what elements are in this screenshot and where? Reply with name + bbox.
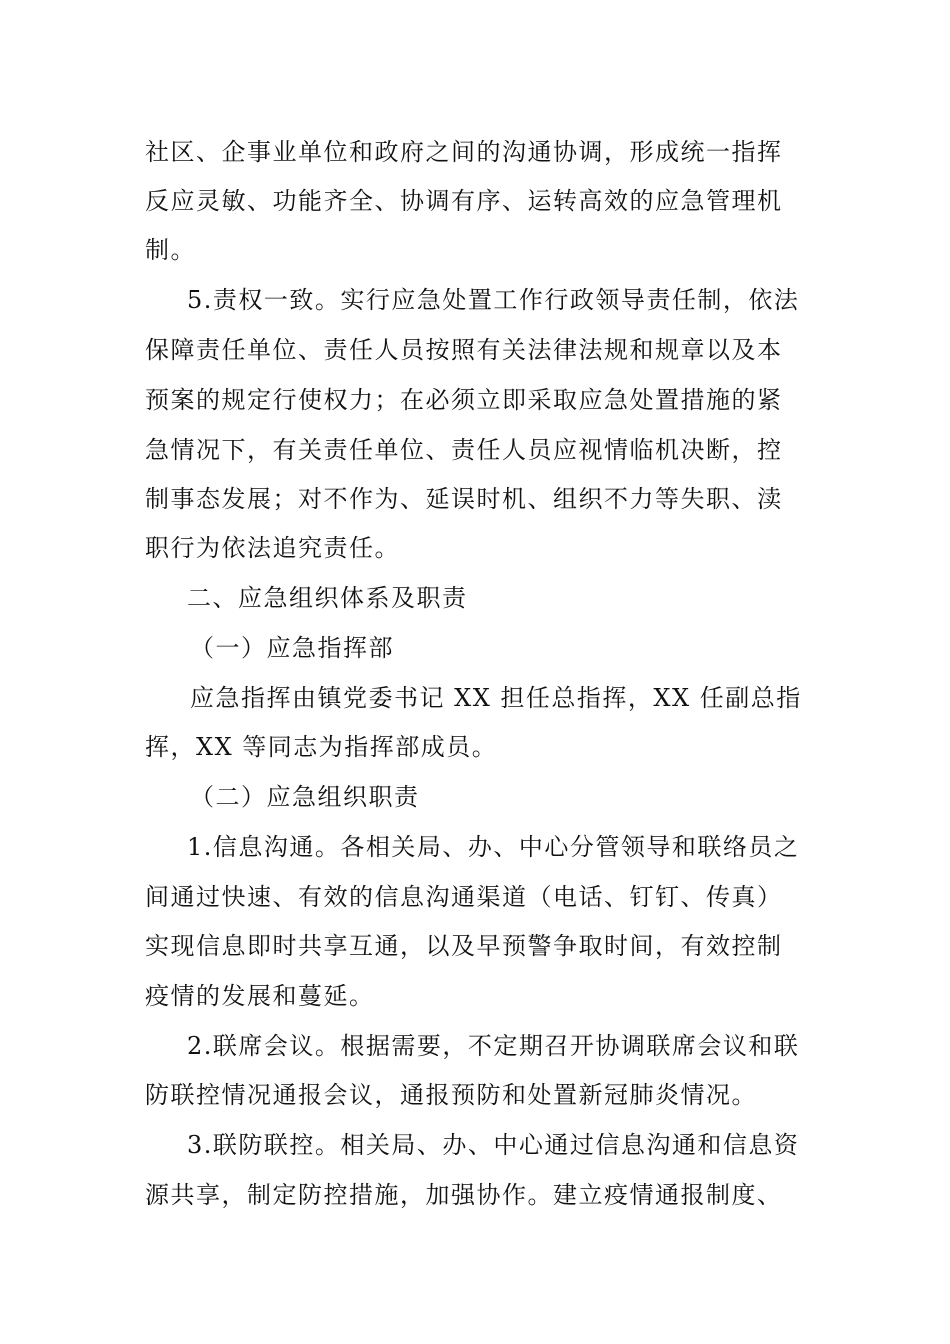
text-line: 5.责权一致。实行应急处置工作行政领导责任制，依法 bbox=[187, 286, 800, 314]
text-line: 2.联席会议。根据需要，不定期召开协调联席会议和联 bbox=[187, 1032, 800, 1060]
text-line: 保障责任单位、责任人员按照有关法律法规和规章以及本 bbox=[145, 336, 783, 364]
text-line: 反应灵敏、功能齐全、协调有序、运转高效的应急管理机 bbox=[145, 187, 783, 215]
subsection-heading: （一）应急指挥部 bbox=[190, 634, 394, 662]
text-line: 实现信息即时共享互通，以及早预警争取时间，有效控制 bbox=[145, 932, 783, 960]
text-line: 1.信息沟通。各相关局、办、中心分管领导和联络员之 bbox=[187, 833, 800, 861]
text-line: 预案的规定行使权力；在必须立即采取应急处置措施的紧 bbox=[145, 386, 783, 414]
text-line: 间通过快速、有效的信息沟通渠道（电话、钉钉、传真） bbox=[145, 883, 783, 911]
text-line: 应急指挥由镇党委书记 XX 担任总指挥，XX 任副总指 bbox=[190, 684, 802, 712]
text-line: 疫情的发展和蔓延。 bbox=[145, 982, 375, 1010]
text-line: 急情况下，有关责任单位、责任人员应视情临机决断，控 bbox=[145, 436, 783, 464]
text-line: 3.联防联控。相关局、办、中心通过信息沟通和信息资 bbox=[187, 1131, 800, 1159]
text-line: 防联控情况通报会议，通报预防和处置新冠肺炎情况。 bbox=[145, 1081, 757, 1109]
text-line: 职行为依法追究责任。 bbox=[145, 534, 400, 562]
text-line: 社区、企事业单位和政府之间的沟通协调，形成统一指挥 bbox=[145, 138, 783, 166]
text-line: 挥，XX 等同志为指挥部成员。 bbox=[145, 733, 498, 761]
text-line: 制。 bbox=[145, 236, 196, 264]
text-line: 制事态发展；对不作为、延误时机、组织不力等失职、渎 bbox=[145, 485, 783, 513]
subsection-heading: （二）应急组织职责 bbox=[190, 783, 420, 811]
text-line: 源共享，制定防控措施，加强协作。建立疫情通报制度、 bbox=[145, 1181, 783, 1209]
section-heading: 二、应急组织体系及职责 bbox=[187, 584, 468, 612]
